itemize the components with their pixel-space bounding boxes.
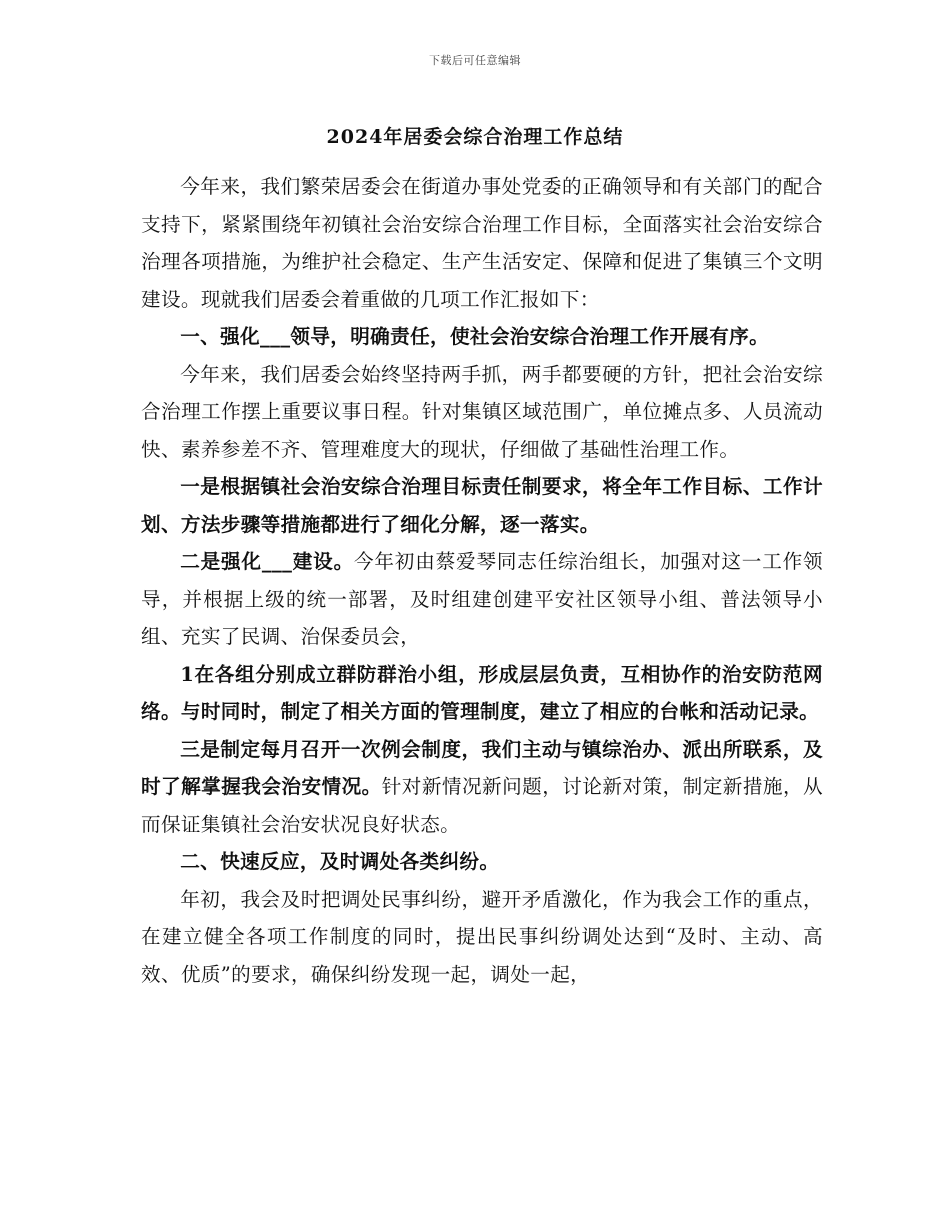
page-header-note: 下载后可任意编辑 [429, 54, 521, 67]
document-title: 2024年居委会综合治理工作总结 [326, 126, 624, 148]
paragraph-point-1 [141, 468, 823, 543]
paragraph-bold-text: 三是制定每月召开一次例会制度，我们主动与镇综治办、派出所联系，及时了解掌握我会治安情况。 [141, 737, 823, 798]
paragraph-point-3 [141, 731, 823, 844]
paragraph-point-2 [141, 543, 823, 656]
section-heading-1 [141, 318, 823, 356]
paragraph-bold-text: 一是根据镇社会治安综合治理目标责任制要求，将全年工作目标、工作计划、方法步骤等措施都进行了细化分解，逐一落实。 [141, 475, 823, 536]
paragraph-bold-text: 一、强化___领导，明确责任，使社会治安综合治理工作开展有序。 [180, 325, 770, 348]
paragraph-subpoint-1 [141, 656, 823, 731]
paragraph-bold-text: 二、快速反应，及时调处各类纠纷。 [180, 850, 500, 873]
paragraph-text: 针对新情况新问题，讨论新对策，制定新措施，从而保证集镇社会治安状况良好状态。 [141, 775, 823, 836]
paragraph-bold-text: 二是强化___建设。 [180, 550, 354, 573]
paragraph-body [141, 356, 823, 469]
paragraph-text: 年初，我会及时把调处民事纠纷，避开矛盾激化，作为我会工作的重点，在建立健全各项工作制度的同时，提出民事纠纷调处达到“及时、主动、高效、优质”的要求，确保纠纷发现一起，调处一起， [141, 887, 823, 986]
document-body [141, 168, 823, 993]
paragraph-body [141, 881, 823, 994]
paragraph-intro [141, 168, 823, 318]
paragraph-text: 今年来，我们繁荣居委会在街道办事处党委的正确领导和有关部门的配合支持下，紧紧围绕年初镇社会治安综合治理工作目标，全面落实社会治安综合治理各项措施，为维护社会稳定、生产生活安定、保障和促进了集镇三个文明建设。现就我们居委会着重做的几项工作汇报如下： [141, 175, 823, 311]
section-heading-2 [141, 843, 823, 881]
paragraph-bold-text: 1在各组分别成立群防群治小组，形成层层负责，互相协作的治安防范网络。与时同时，制定了相关方面的管理制度，建立了相应的台帐和活动记录。 [141, 662, 823, 723]
paragraph-text: 今年来，我们居委会始终坚持两手抓，两手都要硬的方针，把社会治安综合治理工作摆上重要议事日程。针对集镇区域范围广，单位摊点多、人员流动快、素养参差不齐、管理难度大的现状，仔细做了基础性治理工作。 [141, 362, 823, 461]
paragraph-text: 今年初由蔡爱琴同志任综治组长，加强对这一工作领导，并根据上级的统一部署，及时组建创建平安社区领导小组、普法领导小组、充实了民调、治保委员会， [141, 550, 823, 648]
